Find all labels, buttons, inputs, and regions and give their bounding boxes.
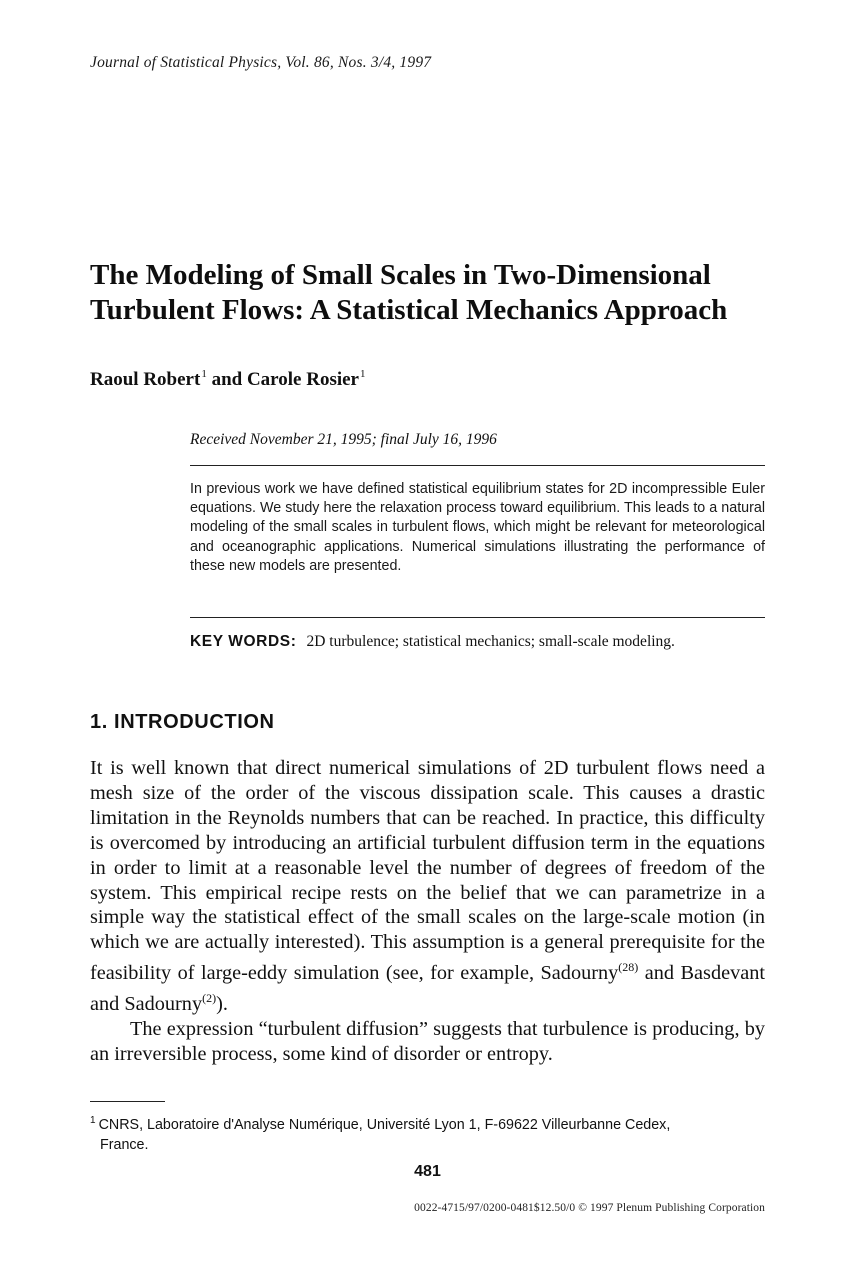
author-name: Carole Rosier (246, 369, 359, 390)
author-list (90, 368, 366, 391)
footnote-rule (90, 1101, 165, 1102)
paragraph: The expression “turbulent diffusion” suggests that turbulence is producing, by an irreversible process, some kind of disorder or entropy. (90, 1018, 765, 1065)
paragraph-text: ). (216, 993, 228, 1016)
citation-ref: (2) (202, 991, 217, 1006)
title-line-2: Turbulent Flows: A Statistical Mechanics Approach (90, 294, 728, 326)
copyright-line: 0022-4715/97/0200-0481$12.50/0 © 1997 Plenum Publishing Corporation (414, 1202, 765, 1214)
paragraph-text: It is well known that direct numerical simulations of 2D turbulent flows need a mesh size of the order of the viscous dissipation scale. This causes a drastic limitation in the Reynolds numbers that can be reached. In practice, this difficulty is overcomed by introducing an artificial turbulent diffusion term in the equations in order to limit at a reasonable level the number of degrees of freedom of the system. This empirical recipe rests on the belief that we can parametrize in a simple way the statistical effect of the small scales on the large-scale motion (in which we are actually interested). This assumption is a general prerequisite for the feasibility of large-eddy simulation (see, for example, Sadourny (90, 757, 765, 985)
abstract-bottom-rule (190, 617, 765, 618)
paragraph-text: and Basdevant and Sadourny (90, 962, 766, 1016)
author-name: Raoul Robert (90, 369, 201, 390)
section-heading: 1. INTRODUCTION (90, 711, 275, 733)
abstract-top-rule (190, 465, 765, 466)
keywords-label: KEY WORDS: (190, 633, 297, 650)
received-dates: Received November 21, 1995; final July 16, 1996 (190, 431, 497, 448)
paragraph (90, 756, 765, 1017)
footnote (90, 1111, 765, 1156)
footnote-text: France. (100, 1136, 149, 1153)
abstract-text: In previous work we have defined statistical equilibrium states for 2D incompressible Euler equations. We study here the relaxation process toward equilibrium. This leads to a natural modeling of the small scales in turbulent flows, which might be relevant for meteorological and oceanographic applications. Numerical simulations illustrating the performance of these new models are presented. (190, 481, 765, 574)
keywords-text: 2D turbulence; statistical mechanics; small-scale modeling. (306, 633, 675, 650)
footnote-mark: 1 (90, 1115, 96, 1126)
affiliation-mark: 1 (360, 368, 366, 380)
body-text (90, 756, 765, 1067)
page-number: 481 (414, 1163, 441, 1180)
paper-title (90, 258, 810, 328)
keywords (190, 633, 675, 651)
citation-ref: (28) (618, 960, 639, 975)
affiliation-mark: 1 (201, 368, 207, 380)
author-conjunction: and (206, 369, 247, 390)
title-line-1: The Modeling of Small Scales in Two-Dimensional (90, 259, 711, 291)
footnote-text: CNRS, Laboratoire d'Analyse Numérique, Université Lyon 1, F-69622 Villeurbanne Cedex, (98, 1117, 671, 1133)
journal-citation: Journal of Statistical Physics, Vol. 86, Nos. 3/4, 1997 (90, 54, 432, 71)
